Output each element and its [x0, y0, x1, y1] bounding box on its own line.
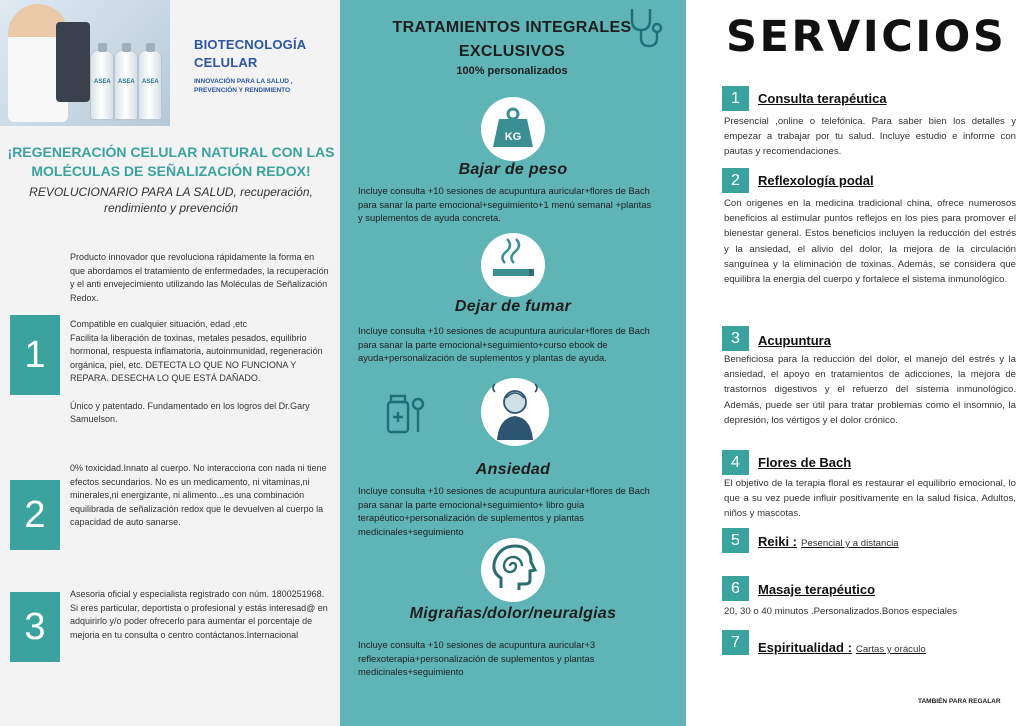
gift-note: TAMBIÉN PARA REGALAR: [918, 698, 1001, 705]
treatments-subtitle: 100% personalizados: [456, 65, 568, 77]
left-panel: [0, 0, 340, 726]
treatment-description: Incluye consulta +10 sesiones de acupuntura auricular+flores de Bach para sanar la parte emocional+seguimiento+ libro guia terapéutico+personalización de suplementos y plantas medicinales+seguimiento: [358, 485, 650, 537]
services-title: SERVICIOS: [726, 12, 1007, 62]
service-title-text: Espiritualidad :: [758, 640, 852, 655]
weight-kg-label: KG: [504, 131, 522, 143]
service-description: El objetivo de la terapia floral es restaurar el equilibrio emocional, lo que a su vez puede influir positivamente en la salud física. Adultos, niños y mascotas.: [724, 478, 1016, 520]
point-text: Compatible en cualquier situación, edad ,etc Facilita la liberación de toxinas, metales pesados, equilibrio hormonal, respuesta inflamatoria, autoinmunidad, regeneración orgánica, piel, etc. DETECTA LO QUE NO FUNCIONA Y REPARA. DESECHA LO QUE ESTÁ DAÑADO. Único y patentado. Fundamentado en los logros del Dr.Gary Samuelson.: [70, 319, 323, 425]
brand-title: BIOTECNOLOGÍA CELULAR: [194, 37, 306, 70]
treatment-description: Incluye consulta +10 sesiones de acupuntura auricular+flores de Bach para sanar la parte emocional+seguimiento+curso ebook de ayuda+personalización de suplementos y plantas de ayuda.: [358, 325, 650, 364]
service-number: 7: [722, 630, 749, 655]
point-text: Asesoria oficial y especialista registrado con núm. 1800251968. Si eres particular, deportista o profesional y estás interesad@ en adquirirlo y/o poder ofrecerlo para aumentar el porcentaje de mejoria en tu consulta o centro contáctanos.Internacional: [70, 589, 328, 640]
cigarette-icon: [481, 233, 545, 297]
point-text: 0% toxicidad.Innato al cuerpo. No interacciona con nada ni tiene efectos secundarios. No es un medicamento, ni vitaminas,ni minerales,ni energizante, ni alimento...es una combinación equilibrada de señalización redox que le devuelven al cuerpo la capacidad de auto sanarse.: [70, 463, 327, 528]
bottle-label: ASEA: [118, 79, 135, 85]
service-title: [758, 534, 899, 549]
treatment-description: Incluye consulta +10 sesiones de acupuntura auricular+flores de Bach para sanar la parte emocional+seguimiento+1 menú semanal +plantas y suplementos de ayuda concreta.: [358, 185, 652, 224]
anxious-person-icon: [481, 378, 549, 446]
treatment-title: Dejar de fumar: [454, 298, 572, 315]
treatment-title: Ansiedad: [475, 461, 551, 478]
treatments-title: TRATAMIENTOS INTEGRALES EXCLUSIVOS: [392, 19, 632, 60]
bottle-shape: [90, 50, 114, 120]
service-inline-note: Cartas y oráculo: [855, 644, 926, 655]
service-title-text: Reiki :: [758, 534, 798, 549]
service-number: 3: [722, 326, 749, 351]
intro-text: Producto innovador que revoluciona rápidamente la forma en que abordamos el tratamiento de enfermedades, la recuperación y el anti envejecimiento utilizando las Moléculas de Señalización Redox.: [70, 252, 329, 303]
medicine-bottle-icon: [382, 392, 428, 438]
headline: ¡REGENERACIÓN CELULAR NATURAL CON LAS MOLÉCULAS DE SEÑALIZACIÓN REDOX!: [7, 144, 335, 179]
service-number: 2: [722, 168, 749, 193]
service-number: 6: [722, 576, 749, 601]
bottle-shape: [114, 50, 138, 120]
service-number: 5: [722, 528, 749, 553]
service-title: Consulta terapéutica: [758, 91, 887, 106]
microscope-shape: [56, 22, 90, 102]
tagline: REVOLUCIONARIO PARA LA SALUD, recuperación, rendimiento y prevención: [29, 185, 313, 215]
service-description: Presencial ,online o telefónica. Para saber bien los detalles y empezar a trabajar por tu salud. Incluye estudio e informe con pautas y recomendaciones.: [724, 116, 1016, 158]
service-inline-note: Pesencial y a distancia: [801, 538, 899, 549]
treatments-panel: [340, 0, 686, 726]
service-title: Masaje terapéutico: [758, 582, 876, 597]
service-description: 20, 30 o 40 minutos .Personalizados.Bonos especiales: [724, 606, 958, 617]
bottle-label: ASEA: [94, 79, 111, 85]
service-description: Beneficiosa para la reducción del dolor, el manejo del estrés y la ansiedad, el apoyo en tratamientos de adicciones, la mejora de trastornos digestivos y el refuerzo del sistema inmunológico. Además, puede ser útil para tratar problemas como el insomnio, la depresión, los vértigos y el dolor crónico.: [724, 354, 1016, 426]
point-number-box: 1: [10, 315, 60, 395]
hero-photo: [0, 0, 170, 126]
service-title: Acupuntura: [758, 333, 831, 348]
bottle-label: ASEA: [142, 79, 159, 85]
point-number-box: 3: [10, 592, 60, 662]
service-description: Con origenes en la medicina tradicional china, ofrece numerosos beneficios al estimular puntos reflejos en los pies para promover el bienestar general. Estos beneficios incluyen la reducción del estrés y la ansiedad, el alivio del dolor, la mejora de la circulación sanguínea y la eliminación de toxinas. Además, se considera que equilibra la energia del cuerpo y fortalece el sistema inmunológico.: [724, 198, 1016, 286]
point-number-box: 2: [10, 480, 60, 550]
service-title: [758, 640, 926, 655]
weight-kg-icon: [481, 97, 545, 161]
treatment-title: Migrañas/dolor/neuralgias: [409, 605, 617, 622]
bottle-shape: [138, 50, 162, 120]
services-panel: [686, 0, 1024, 726]
service-title: Reflexología podal: [758, 173, 874, 188]
brand-subtitle: INNOVACIÓN PARA LA SALUD , PREVENCIÓN Y RENDIMIENTO: [194, 78, 293, 94]
head-spiral-icon: [481, 538, 545, 602]
service-number: 1: [722, 86, 749, 111]
treatment-title: Bajar de peso: [458, 161, 568, 178]
service-title: Flores de Bach: [758, 455, 852, 470]
service-number: 4: [722, 450, 749, 475]
treatment-description: Incluye consulta +10 sesiones de acupuntura auricular+3 reflexoterapia+personalización de suplementos y plantas medicinales+seguimiento: [358, 639, 596, 678]
